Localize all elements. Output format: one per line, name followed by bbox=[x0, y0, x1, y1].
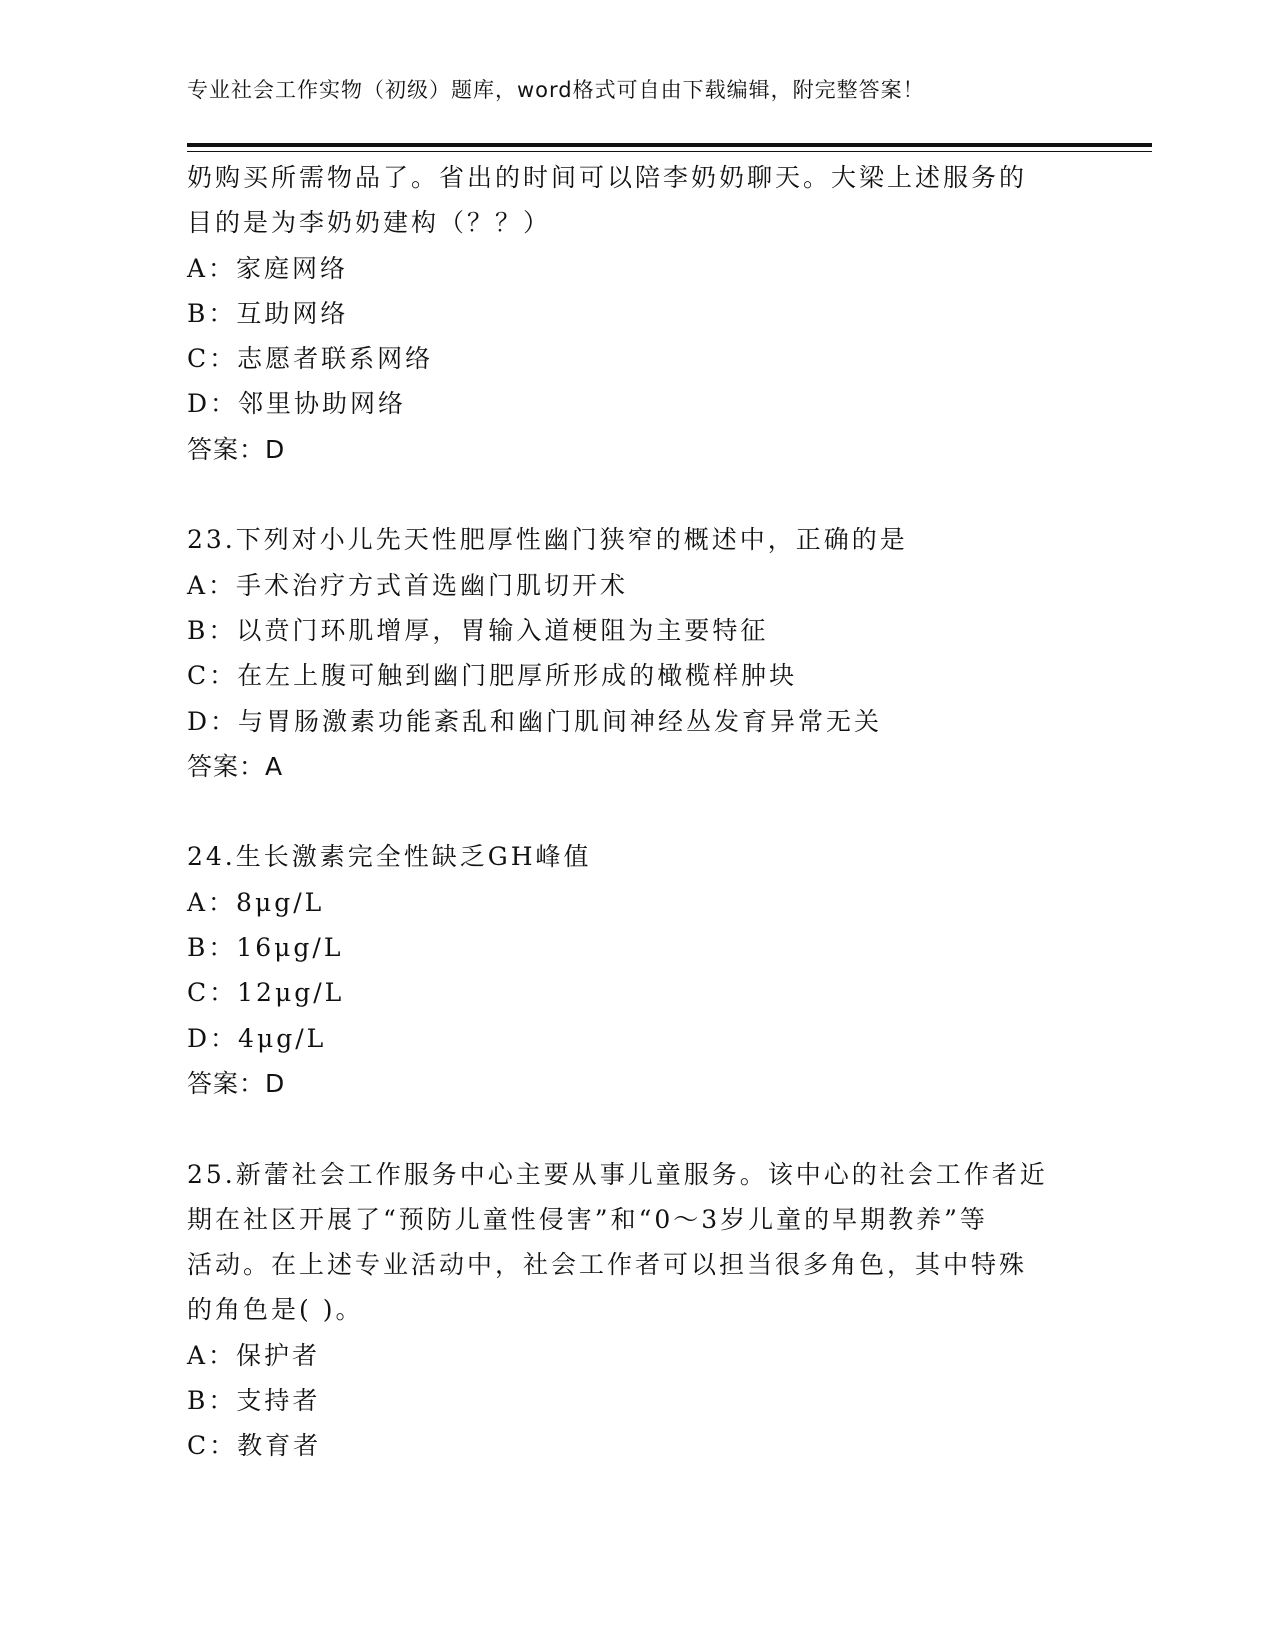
question-stem: 期在社区开展了“预防儿童性侵害”和“0～3岁儿童的早期教养”等 bbox=[187, 1204, 988, 1234]
question-25 bbox=[187, 1152, 1107, 1469]
option-b: B：16μg/L bbox=[187, 933, 344, 963]
question-stem: 活动。在上述专业活动中，社会工作者可以担当很多角色，其中特殊 bbox=[187, 1250, 1028, 1280]
option-b: B：支持者 bbox=[187, 1386, 321, 1416]
question-22 bbox=[187, 155, 1107, 472]
spacer bbox=[187, 1106, 1107, 1151]
option-b: B：以贲门环肌增厚，胃输入道梗阻为主要特征 bbox=[187, 615, 769, 645]
option-a: A：手术治疗方式首选幽门肌切开术 bbox=[187, 570, 629, 600]
question-stem: 目的是为李奶奶建构（？？） bbox=[187, 208, 552, 238]
header-divider-thick bbox=[187, 143, 1152, 147]
question-stem: 23.下列对小儿先天性肥厚性幽门狭窄的概述中，正确的是 bbox=[187, 525, 908, 555]
question-stem: 25.新蕾社会工作服务中心主要从事儿童服务。该中心的社会工作者近 bbox=[187, 1159, 1048, 1189]
option-a: A：8μg/L bbox=[187, 887, 325, 917]
option-c: C：志愿者联系网络 bbox=[187, 344, 434, 374]
option-c: C：12μg/L bbox=[187, 978, 345, 1008]
option-d: D：与胃肠激素功能紊乱和幽门肌间神经丛发育异常无关 bbox=[187, 706, 883, 736]
option-d: D：邻里协助网络 bbox=[187, 389, 407, 419]
question-list bbox=[187, 155, 1107, 1469]
option-a: A：保护者 bbox=[187, 1340, 321, 1370]
spacer bbox=[187, 472, 1107, 517]
question-23 bbox=[187, 517, 1107, 789]
option-c: C：在左上腹可触到幽门肥厚所形成的橄榄样肿块 bbox=[187, 661, 798, 691]
option-d: D：4μg/L bbox=[187, 1023, 327, 1053]
option-a: A：家庭网络 bbox=[187, 253, 349, 283]
header-divider-thin bbox=[187, 151, 1152, 152]
answer-line: 答案：A bbox=[187, 751, 284, 781]
page-header: 专业社会工作实物（初级）题库，word格式可自由下载编辑，附完整答案！ bbox=[187, 78, 925, 102]
option-b: B：互助网络 bbox=[187, 298, 349, 328]
spacer bbox=[187, 789, 1107, 834]
question-stem: 24.生长激素完全性缺乏GH峰值 bbox=[187, 842, 592, 872]
option-c: C：教育者 bbox=[187, 1431, 322, 1461]
answer-line: 答案：D bbox=[187, 434, 286, 464]
question-stem: 的角色是( )。 bbox=[187, 1295, 364, 1325]
answer-line: 答案：D bbox=[187, 1068, 286, 1098]
question-24 bbox=[187, 834, 1107, 1106]
question-stem: 奶购买所需物品了。省出的时间可以陪李奶奶聊天。大梁上述服务的 bbox=[187, 163, 1028, 192]
